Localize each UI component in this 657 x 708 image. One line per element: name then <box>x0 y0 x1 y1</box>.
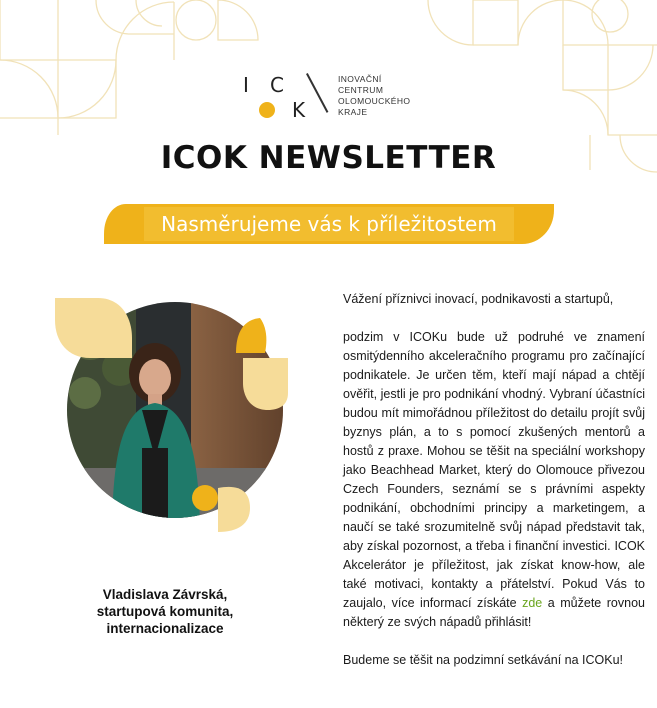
person-role-line: startupová komunita, <box>96 604 234 619</box>
newsletter-title: ICOK NEWSLETTER <box>160 140 497 176</box>
logo-letter-c: C <box>270 73 285 97</box>
logo-name-line: INOVAČNÍ <box>338 74 382 84</box>
portrait-photo <box>50 298 290 548</box>
logo-divider <box>306 73 328 113</box>
person-name-line: Vladislava Závrská, <box>102 587 228 602</box>
letter-text <box>343 290 645 670</box>
logo-dot <box>259 102 275 118</box>
more-info-link[interactable]: zde <box>522 596 543 610</box>
logo-letter-i: I <box>243 73 250 97</box>
banner-text: Nasměrujeme vás k příležitostem <box>161 212 497 236</box>
letter-body-text-end: a můžete rovnou některý ze svých nápadů přihlásit! <box>343 596 645 629</box>
logo-name-line: CENTRUM <box>338 85 384 95</box>
logo-letter-k: K <box>292 98 307 122</box>
corner-decoration-left <box>0 0 270 135</box>
logo-name <box>338 74 410 118</box>
letter-body <box>343 328 645 632</box>
person-role-line: internacionalizace <box>106 621 224 636</box>
letter-body-text: podzim v ICOKu bude už podruhé ve znamení osmitýdenního akceleračního programu pro začínající podnikatele. Je určen těm, kteří mají nápad a chtějí ověřit, jestli je pro podnikání vhodný. Vybraní účastníci budou mít mimořádnou příležitost do detailu projít svůj byznys plán, a to s pomocí zkušených mentorů a hostů z praxe. Mohou se těšit na speciální workshopy jako Beachhead Market, který do Olomouce přivezou Czech Founders, seznámí se s právními aspekty podnikání, obchodními principy a marketingem, a naučí se také srozumitelně svůj nápad představit tak, aby získal pozornost, a třeba i finanční investici. ICOK Akcelerátor je příležitost, jak získat know-how, ale také motivaci, kontakty a přátelství. Pokud Vás to zaujalo, více informací získáte <box>343 330 645 610</box>
person-name <box>60 586 270 637</box>
letter-closing: Budeme se těšit na podzimní setkávání na ICOKu! <box>343 653 624 667</box>
logo-name-line: KRAJE <box>338 107 368 117</box>
letter-greeting: Vážení příznivci inovací, podnikavosti a startupů, <box>343 292 614 306</box>
logo-name-line: OLOMOUCKÉHO <box>338 96 411 106</box>
icok-logo <box>240 70 440 120</box>
